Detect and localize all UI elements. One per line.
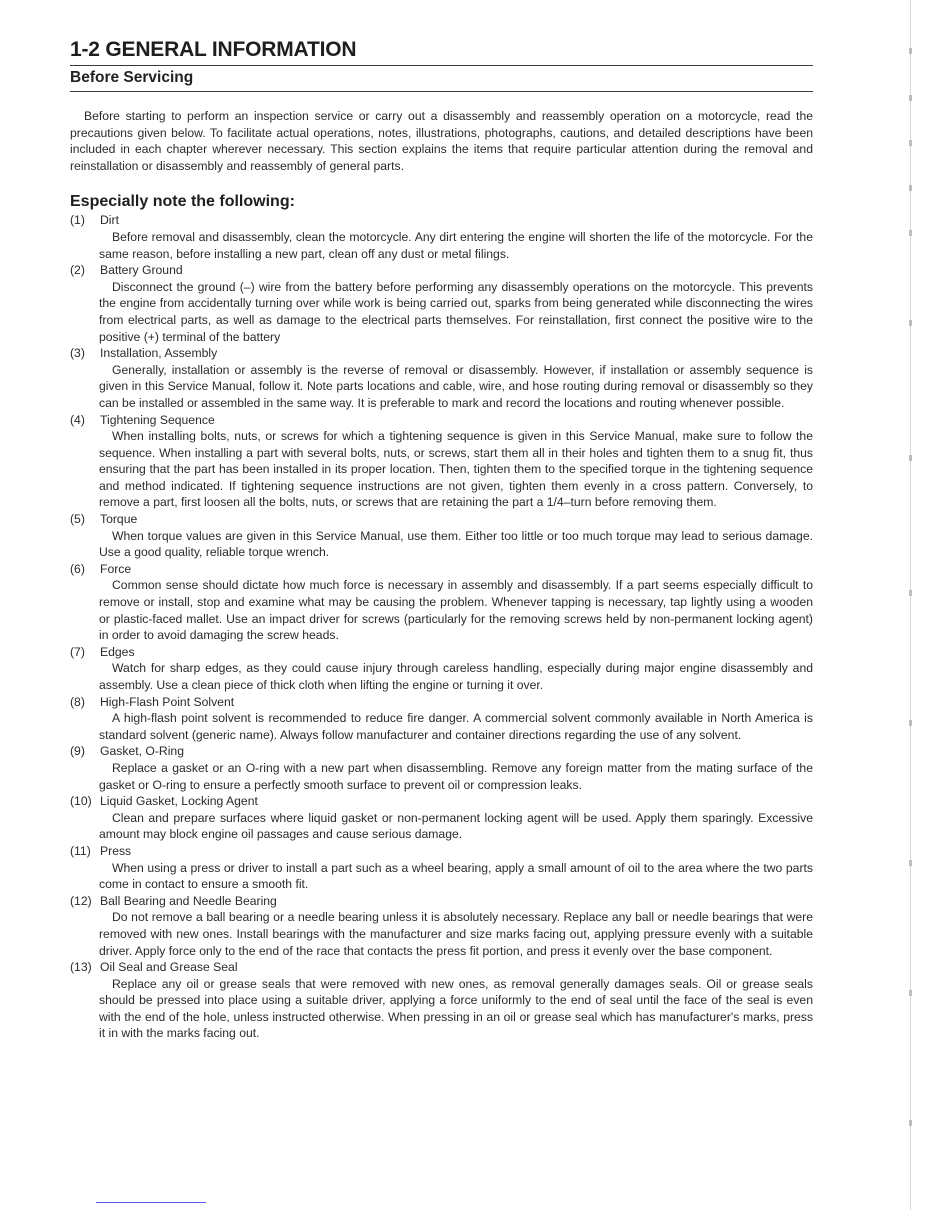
item-label: Battery Ground xyxy=(100,263,183,278)
edge-mark xyxy=(909,990,912,996)
edge-mark xyxy=(909,320,912,326)
item-number: (9) xyxy=(70,744,85,759)
item-body: Watch for sharp edges, as they could cause injury through careless handling, especially during major engine disassembly and assembly. Use a clean piece of thick cloth when lifting the engine or turning it over. xyxy=(99,661,813,692)
item-label: Oil Seal and Grease Seal xyxy=(100,960,238,975)
item-number: (4) xyxy=(70,412,85,427)
edge-mark xyxy=(909,95,912,101)
item-number: (7) xyxy=(70,644,85,659)
precaution-list xyxy=(70,212,813,1042)
item-label: Liquid Gasket, Locking Agent xyxy=(100,794,258,809)
item-body: Disconnect the ground (–) wire from the battery before performing any disassembly operations on the motorcycle. This prevents the engine from accidentally turning over while work is being carried out, sparks from being generated while disconnecting the wires from electrical parts, as well as damage to the electrical parts themselves. For reinstallation, first connect the positive wire to the positive (+) terminal of the battery xyxy=(99,279,813,344)
precaution-item-high-flash-point-solvent xyxy=(70,694,813,744)
precaution-item-dirt xyxy=(70,212,813,262)
precaution-item-installation-assembly xyxy=(70,345,813,411)
edge-mark xyxy=(909,1120,912,1126)
item-number: (3) xyxy=(70,346,85,361)
item-label: Dirt xyxy=(100,213,119,228)
item-number: (5) xyxy=(70,512,85,527)
item-body: Common sense should dictate how much force is necessary in assembly and disassembly. If a part seems especially difficult to remove or install, stop and examine what may be causing the problem. Whenever tapping is necessary, tap lightly using a wooden or plastic-faced mallet. Use an impact driver for screws (particularly for the removing screws held by non-permanent locking agent) in order to avoid damaging the screw heads. xyxy=(99,578,813,643)
item-label: Torque xyxy=(100,512,138,527)
precaution-item-battery-ground xyxy=(70,262,813,345)
precaution-item-ball-needle-bearing xyxy=(70,893,813,959)
edge-mark xyxy=(909,185,912,191)
item-body: Replace any oil or grease seals that were removed with new ones, as removal generally damages seals. Oil or grease seals should be pressed into place using a suitable driver, applying a force uniformly to the end of seal until the face of the seal is even with the end of the hole, unless instructed otherwise. When pressing in an oil or grease seal which has manufacturer's marks, press it in with the marks facing out. xyxy=(99,976,813,1041)
edge-mark xyxy=(909,590,912,596)
item-number: (13) xyxy=(70,960,92,975)
item-label: Tightening Sequence xyxy=(100,412,215,427)
precaution-item-oil-grease-seal xyxy=(70,959,813,1042)
item-label: Press xyxy=(100,843,132,858)
item-body: When installing bolts, nuts, or screws for which a tightening sequence is given in this Service Manual, make sure to follow the sequence. When installing a part with several bolts, nuts, or screws, start them all in their holes and tighten them to a snug fit, thus ensuring that the part has been installed in its proper location. Then, tighten them to the specified torque in the tightening sequence and method indicated. If tightening sequence instructions are not given, tighten them evenly in a cross pattern. Conversely, to remove a part, first loosen all the bolts, nuts, or screws that are retaining the part a 1/4–turn before removing them. xyxy=(99,429,813,510)
edge-mark xyxy=(909,720,912,726)
item-body: When torque values are given in this Service Manual, use them. Either too little or too much torque may lead to serious damage. Use a good quality, reliable torque wrench. xyxy=(99,528,813,560)
item-label: Ball Bearing and Needle Bearing xyxy=(100,893,277,908)
precaution-item-force xyxy=(70,561,813,644)
item-number: (8) xyxy=(70,694,85,709)
item-number: (11) xyxy=(70,843,91,858)
item-body: When using a press or driver to install a part such as a wheel bearing, apply a small amount of oil to the area where the two parts come in contact to ensure a smooth fit. xyxy=(99,860,813,892)
item-body: A high-flash point solvent is recommended to reduce fire danger. A commercial solvent commonly available in North America is standard solvent (generic name). Always follow manufacturer and container directions regarding the use of any solvent. xyxy=(99,711,813,742)
item-label: Gasket, O-Ring xyxy=(100,744,184,759)
item-label: High-Flash Point Solvent xyxy=(100,694,235,709)
item-label: Installation, Assembly xyxy=(100,346,218,361)
precaution-item-liquid-gasket-locking-agent xyxy=(70,793,813,843)
edge-mark xyxy=(909,455,912,461)
precaution-item-edges xyxy=(70,644,813,694)
item-body: Generally, installation or assembly is the reverse of removal or disassembly. However, if installation or assembly sequence is given in this Service Manual, follow it. Note parts locations and cable, wire, and hose routing during removal or disassembly so they can be installed or assembled in the same way. It is preferable to mark and record the locations and routing whenever possible. xyxy=(99,362,813,410)
note-heading: Especially note the following: xyxy=(70,193,295,211)
precaution-item-torque xyxy=(70,511,813,561)
precaution-item-tightening-sequence xyxy=(70,412,813,512)
precaution-item-press xyxy=(70,843,813,893)
item-body: Clean and prepare surfaces where liquid gasket or non-permanent locking agent will be used. Apply them sparingly. Excessive amount may block engine oil passages and cause serious damage. xyxy=(99,810,813,842)
page-edge-line xyxy=(910,0,911,1210)
item-label: Force xyxy=(100,561,132,576)
edge-mark xyxy=(909,230,912,236)
section-title: Before Servicing xyxy=(70,68,813,92)
chapter-title: 1-2 GENERAL INFORMATION xyxy=(70,38,813,66)
item-body: Replace a gasket or an O-ring with a new part when disassembling. Remove any foreign matter from the mating surface of the gasket or O-ring to ensure a perfectly smooth surface to prevent oil or compression leaks. xyxy=(99,760,813,792)
footer-rule xyxy=(96,1202,206,1203)
intro-paragraph: Before starting to perform an inspection service or carry out a disassembly and reassembly operation on a motorcycle, read the precautions given below. To facilitate actual operations, notes, illustrations, photographs, cautions, and detailed descriptions have been included in each chapter wherever necessary. This section explains the items that require particular attention during the removal and reinstallation or disassembly and reassembly of general parts. xyxy=(70,109,813,173)
item-number: (12) xyxy=(70,893,92,908)
precaution-item-gasket-o-ring xyxy=(70,743,813,793)
item-number: (1) xyxy=(70,213,85,228)
item-number: (2) xyxy=(70,263,85,278)
item-body: Do not remove a ball bearing or a needle bearing unless it is absolutely necessary. Replace any ball or needle bearings that were removed with new ones. Install bearings with the manufacturer and size marks facing out, applying pressure evenly with a suitable driver. Apply force only to the end of the race that contacts the press fit portion, and press it evenly over the base component. xyxy=(99,910,813,958)
item-label: Edges xyxy=(100,644,135,659)
item-number: (10) xyxy=(70,794,92,809)
edge-mark xyxy=(909,860,912,866)
document-page xyxy=(70,38,813,1042)
item-body: Before removal and disassembly, clean the motorcycle. Any dirt entering the engine will shorten the life of the motorcycle. For the same reason, before installing a new part, clean off any dust or metal filings. xyxy=(99,229,813,261)
edge-mark xyxy=(909,48,912,54)
item-number: (6) xyxy=(70,561,85,576)
edge-mark xyxy=(909,140,912,146)
